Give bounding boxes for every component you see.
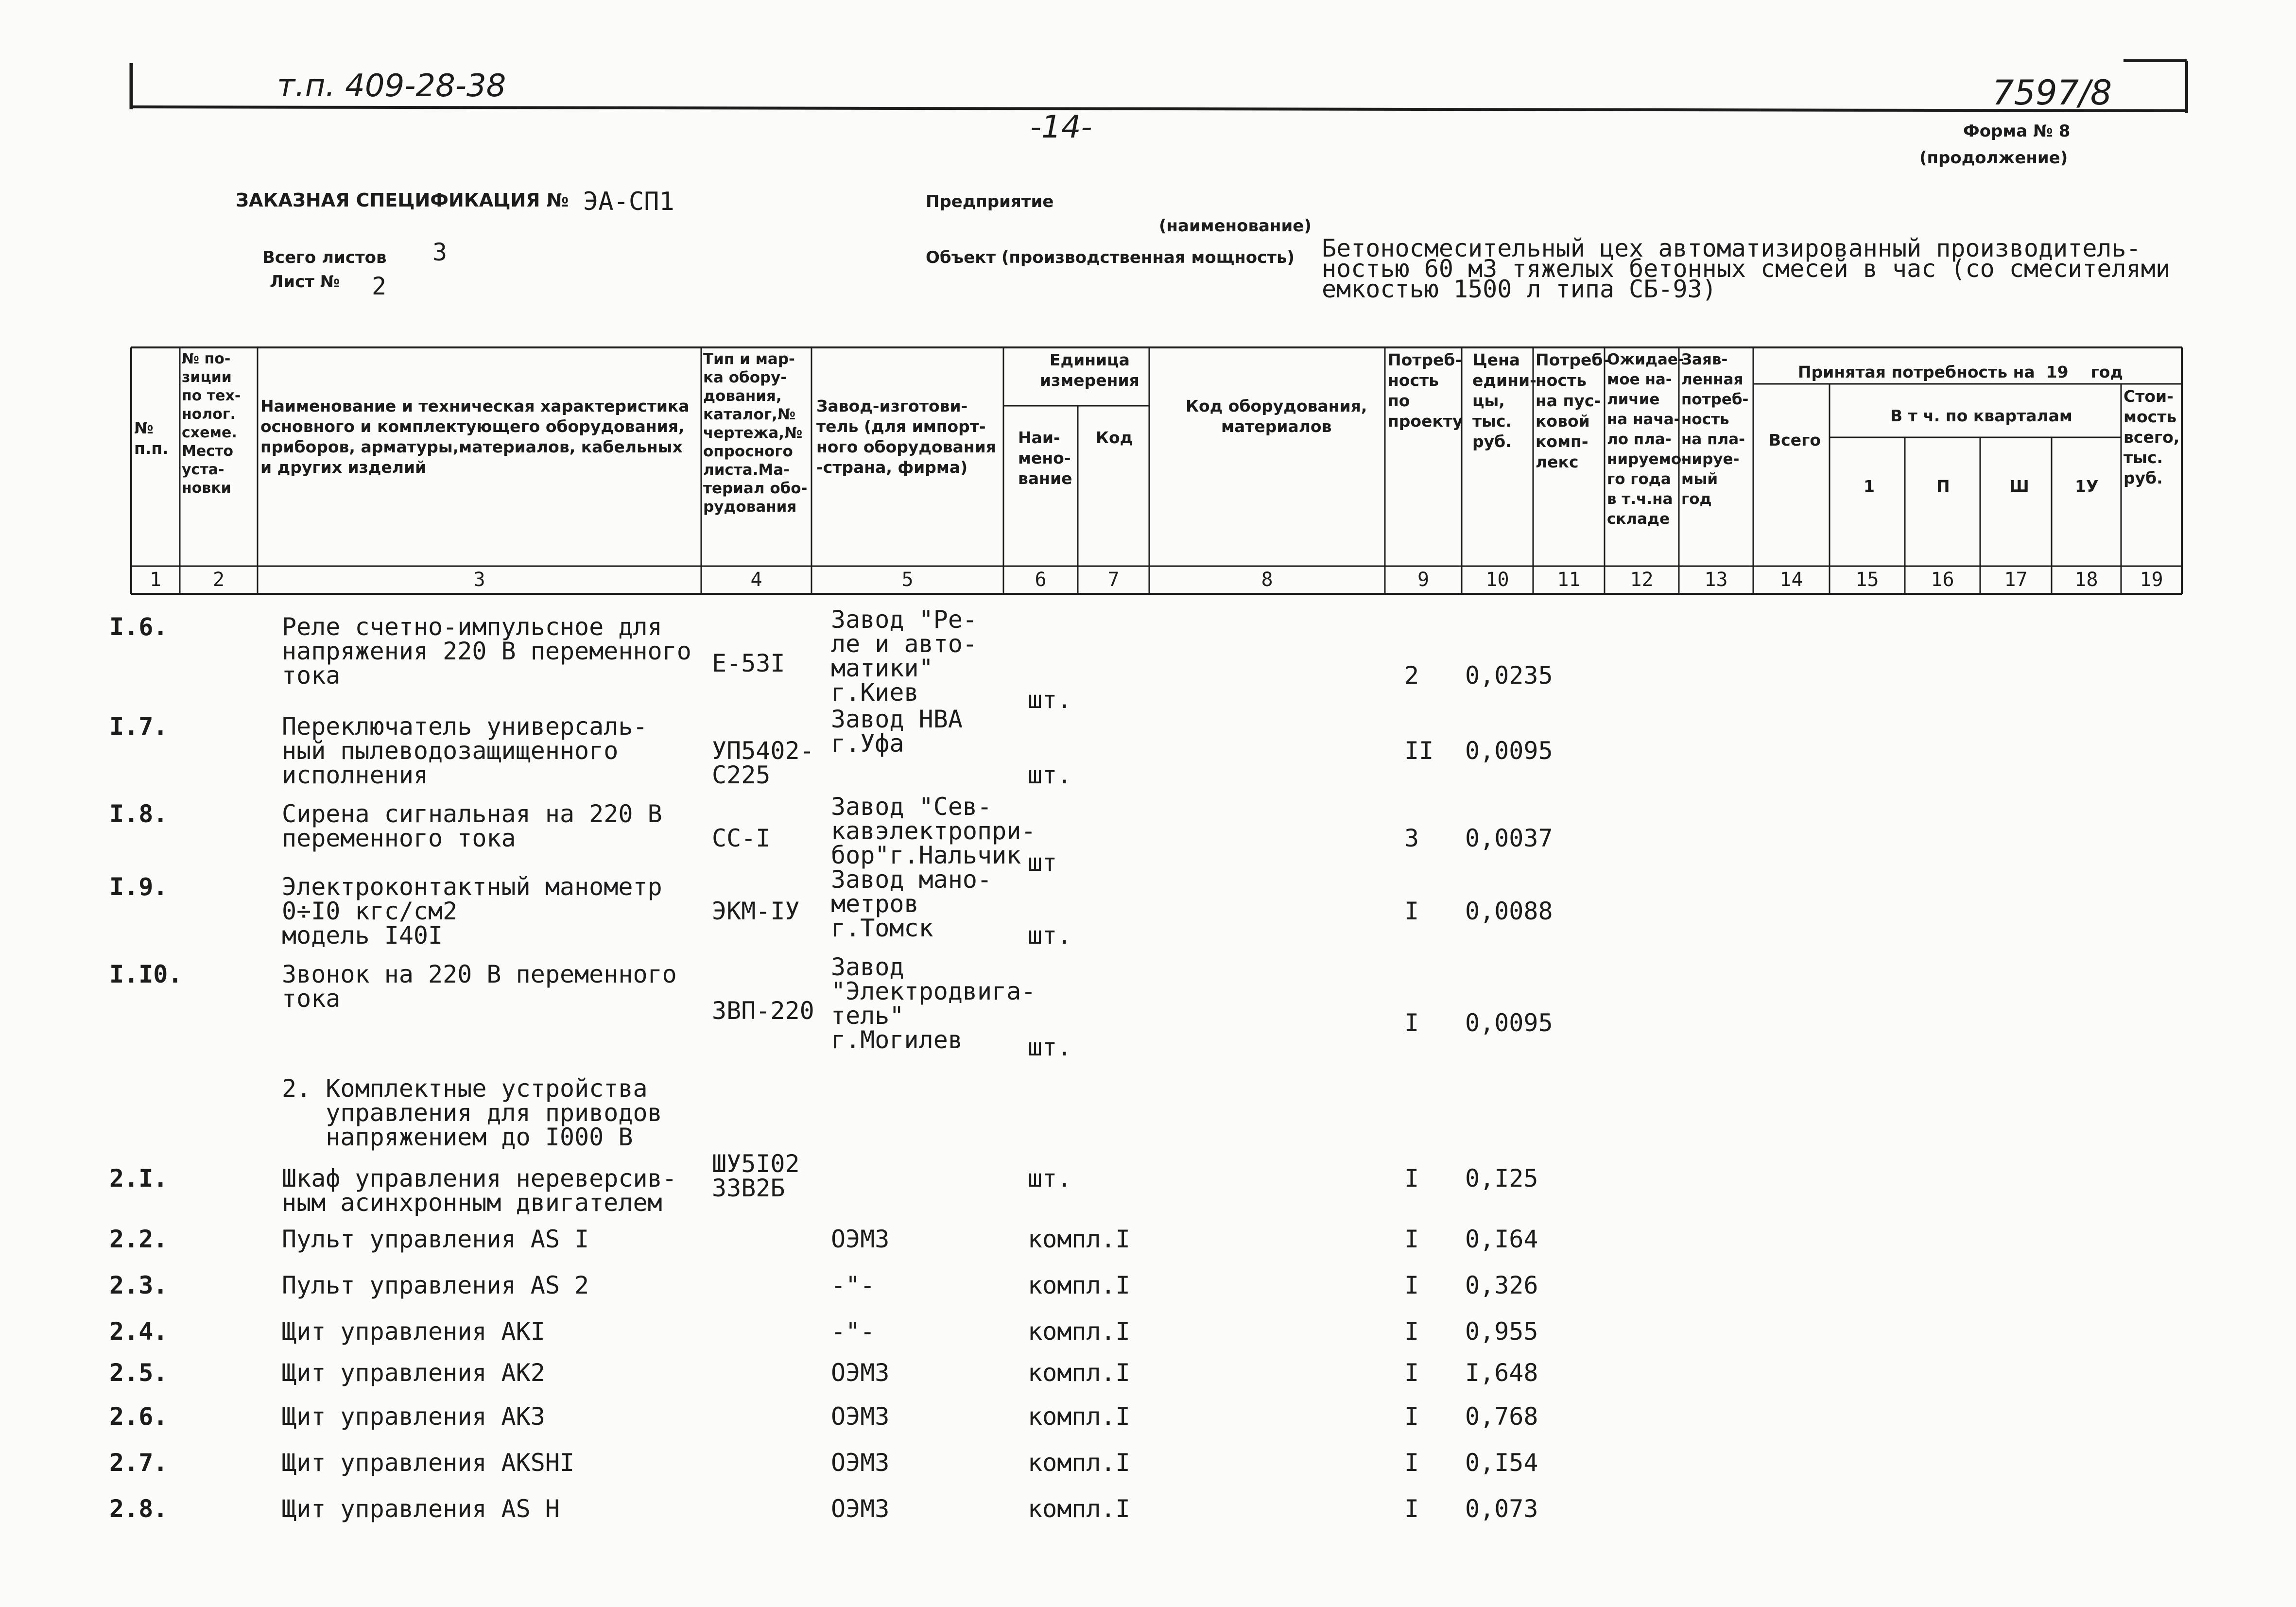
item-maker: ОЭМЗ [831,1495,890,1523]
hdr-c13: Заяв- ленная потреб- ность на пла- нируе- мый год [1681,351,1749,508]
spec-number: ЭА-СП1 [583,187,674,216]
item-unit: компл.I [1028,1271,1130,1299]
item-name: Переключатель универсаль- ный пылеводозащищенного исполнения [282,712,648,789]
item-price: 0,I64 [1465,1225,1538,1253]
column-number: 14 [1779,569,1803,591]
hdr-accepted: Принятая потребность на 19 год [1798,363,2123,381]
item-unit: шт. [1028,1164,1072,1192]
item-name: Щит управления AKI [282,1317,545,1346]
total-sheets: 3 [432,238,448,266]
name-caption: (наименование) [1159,216,1312,236]
item-name: Щит управления AKSHI [282,1449,575,1477]
item-price: 0,768 [1465,1402,1538,1431]
hdr-c4: Тип и мар- ка обору- дования, каталог,№ чертежа,№ опросного листа.Ма- териал обо- рудования [703,350,808,516]
item-name: 2. Комплектные устройства управления для приводов напряжением до I000 В [282,1074,662,1151]
item-quantity: 2 [1404,661,1419,690]
item-unit: шт. [1028,921,1072,950]
item-maker: Завод НВА г.Уфа [831,705,963,758]
hdr-c11: Потреб- ность на пус- ковой комп- лекс [1536,350,1610,471]
item-quantity: I [1404,1359,1419,1387]
item-unit: шт. [1028,686,1072,714]
column-number: 11 [1557,569,1581,591]
item-quantity: I [1404,1164,1419,1192]
hdr-c15: 1 [1864,477,1875,496]
row-number: 2.2. [109,1225,168,1253]
item-price: 0,0095 [1465,1009,1553,1037]
item-name: Сирена сигнальная на 220 В переменного тока [282,800,662,852]
hdr-c14: Всего [1769,431,1821,449]
item-unit: шт [1028,848,1057,877]
row-number: 2.8. [109,1495,168,1523]
item-type: УП5402- С225 [712,737,814,789]
hdr-unit-group: Единица измерения [1040,350,1139,390]
item-type: ЭКМ-IУ [712,897,800,925]
item-price: 0,I54 [1465,1449,1538,1477]
hdr-quarters: В т ч. по кварталам [1890,406,2072,425]
row-number: 2.7. [109,1449,168,1477]
column-number: 9 [1417,569,1430,591]
column-number: 19 [2140,569,2163,591]
hdr-c7: Код [1096,428,1133,447]
item-quantity: I [1404,1271,1419,1299]
column-number: 3 [473,569,485,591]
item-price: 0,I25 [1465,1164,1538,1192]
column-number: 6 [1035,569,1047,591]
object-value: Бетоносмесительный цех автоматизированный производитель- ностью 60 м3 тяжелых бетонных смесей в час (со смесителями емкостью 1500 л типа СБ-93) [1322,234,2170,303]
item-unit: компл.I [1028,1317,1130,1346]
item-maker: Завод "Ре- ле и авто- матики" г.Киев [831,605,978,707]
sheet-number: 2 [372,272,387,300]
item-price: 0,955 [1465,1317,1538,1346]
hdr-c6: Наи- мено- вание [1018,428,1072,488]
item-name: Щит управления AK2 [282,1359,545,1387]
column-number: 17 [2004,569,2028,591]
spec-title: ЗАКАЗНАЯ СПЕЦИФИКАЦИЯ № [236,190,569,211]
item-price: 0,0235 [1465,661,1553,690]
column-number: 16 [1931,569,1954,591]
form-label: Форма № 8 [1963,121,2071,141]
hdr-c9: Потреб- ность по проекту [1388,350,1463,431]
row-number: I.8. [109,800,168,828]
item-quantity: I [1404,1449,1419,1477]
row-number: 2.4. [109,1317,168,1346]
column-number: 1 [149,569,162,591]
column-number: 4 [750,569,762,591]
hdr-c19: Стои- мость всего, тыс. руб. [2123,387,2180,487]
item-quantity: I [1404,1317,1419,1346]
row-number: 2.I. [109,1164,168,1192]
row-number: I.9. [109,873,168,901]
row-number: I.7. [109,712,168,741]
column-number: 2 [212,569,225,591]
total-sheets-label: Всего листов [262,248,387,267]
item-maker: ОЭМЗ [831,1402,890,1431]
row-number: 2.3. [109,1271,168,1299]
hdr-c3: Наименование и техническая характеристика основного и комплектующего оборудования, приборов, арматуры,материалов, кабельных и других изделий [260,397,690,477]
page-number: -14- [1030,109,1092,145]
column-number: 7 [1107,569,1120,591]
item-name: Звонок на 220 В переменного тока [282,960,677,1013]
item-quantity: 3 [1404,824,1419,852]
enterprise-label: Предприятие [926,192,1054,211]
item-price: 0,0095 [1465,737,1553,765]
item-maker: Завод мано- метров г.Томск [831,865,992,942]
item-unit: шт. [1028,761,1072,789]
item-maker: ОЭМЗ [831,1359,890,1387]
item-maker: -"- [831,1317,875,1346]
hdr-c17: Ш [2009,477,2029,496]
item-maker: Завод "Электродвига- тель" г.Могилев [831,953,1036,1054]
item-unit: компл.I [1028,1225,1130,1253]
item-name: Электроконтактный манометр 0÷I0 кгс/см2 модель I40I [282,873,662,950]
item-type: Е-53I [712,649,785,677]
item-unit: компл.I [1028,1495,1130,1523]
item-quantity: I [1404,1495,1419,1523]
hdr-c10: Цена едини- цы, тыс. руб. [1472,350,1536,451]
item-type: СС-I [712,824,771,852]
item-unit: компл.I [1028,1402,1130,1431]
column-number: 12 [1630,569,1654,591]
hdr-c18: 1У [2075,477,2099,496]
doc-number: 7597/8 [1992,73,2112,113]
row-number: I.I0. [109,960,183,988]
column-number: 5 [901,569,914,591]
hdr-c8: Код оборудования, материалов [1186,397,1367,436]
item-quantity: I [1404,1225,1419,1253]
item-price: 0,073 [1465,1495,1538,1523]
item-price: 0,326 [1465,1271,1538,1299]
item-price: 0,0088 [1465,897,1553,925]
column-number: 13 [1704,569,1728,591]
item-quantity: I [1404,1402,1419,1431]
hdr-c12: Ожидае- мое на- личие на нача- ло пла- нируемо- го года в т.ч.на складе [1607,351,1688,528]
item-price: I,648 [1465,1359,1538,1387]
object-label: Объект (производственная мощность) [926,248,1295,267]
item-quantity: II [1404,737,1434,765]
item-unit: компл.I [1028,1359,1130,1387]
item-unit: шт. [1028,1033,1072,1061]
column-number: 15 [1855,569,1879,591]
item-maker: -"- [831,1271,875,1299]
item-name: Пульт управления AS I [282,1225,589,1253]
hdr-c16: П [1936,477,1950,496]
column-number: 10 [1485,569,1509,591]
item-quantity: I [1404,897,1419,925]
item-name: Пульт управления AS 2 [282,1271,589,1299]
item-name: Щит управления AK3 [282,1402,545,1431]
item-type: ШУ5I02 33В2Б [712,1150,800,1202]
item-quantity: I [1404,1009,1419,1037]
item-name: Шкаф управления нереверсив- ным асинхронным двигателем [282,1164,677,1217]
column-number: 18 [2074,569,2098,591]
project-code: т.п. 409-28-38 [277,68,506,104]
item-type: ЗВП-220 [712,997,814,1025]
item-maker: ОЭМЗ [831,1225,890,1253]
item-name: Щит управления AS H [282,1495,560,1523]
item-maker: ОЭМЗ [831,1449,890,1477]
hdr-c2: № по- зиции по тех- нолог. схеме. Место уста- новки [182,350,241,497]
row-number: I.6. [109,613,168,641]
hdr-c5: Завод-изготови- тель (для импорт- ного оборудования -страна, фирма) [816,397,996,477]
item-maker: Завод "Сев- кавэлектропри- бор"г.Нальчик [831,793,1036,869]
hdr-c1: № п.п. [134,418,169,458]
item-name: Реле счетно-импульсное для напряжения 220 В переменного тока [282,613,691,690]
row-number: 2.6. [109,1402,168,1431]
sheet-label: Лист № [270,272,340,292]
item-unit: компл.I [1028,1449,1130,1477]
row-number: 2.5. [109,1359,168,1387]
column-number: 8 [1261,569,1273,591]
item-price: 0,0037 [1465,824,1553,852]
form-continuation: (продолжение) [1919,148,2068,168]
